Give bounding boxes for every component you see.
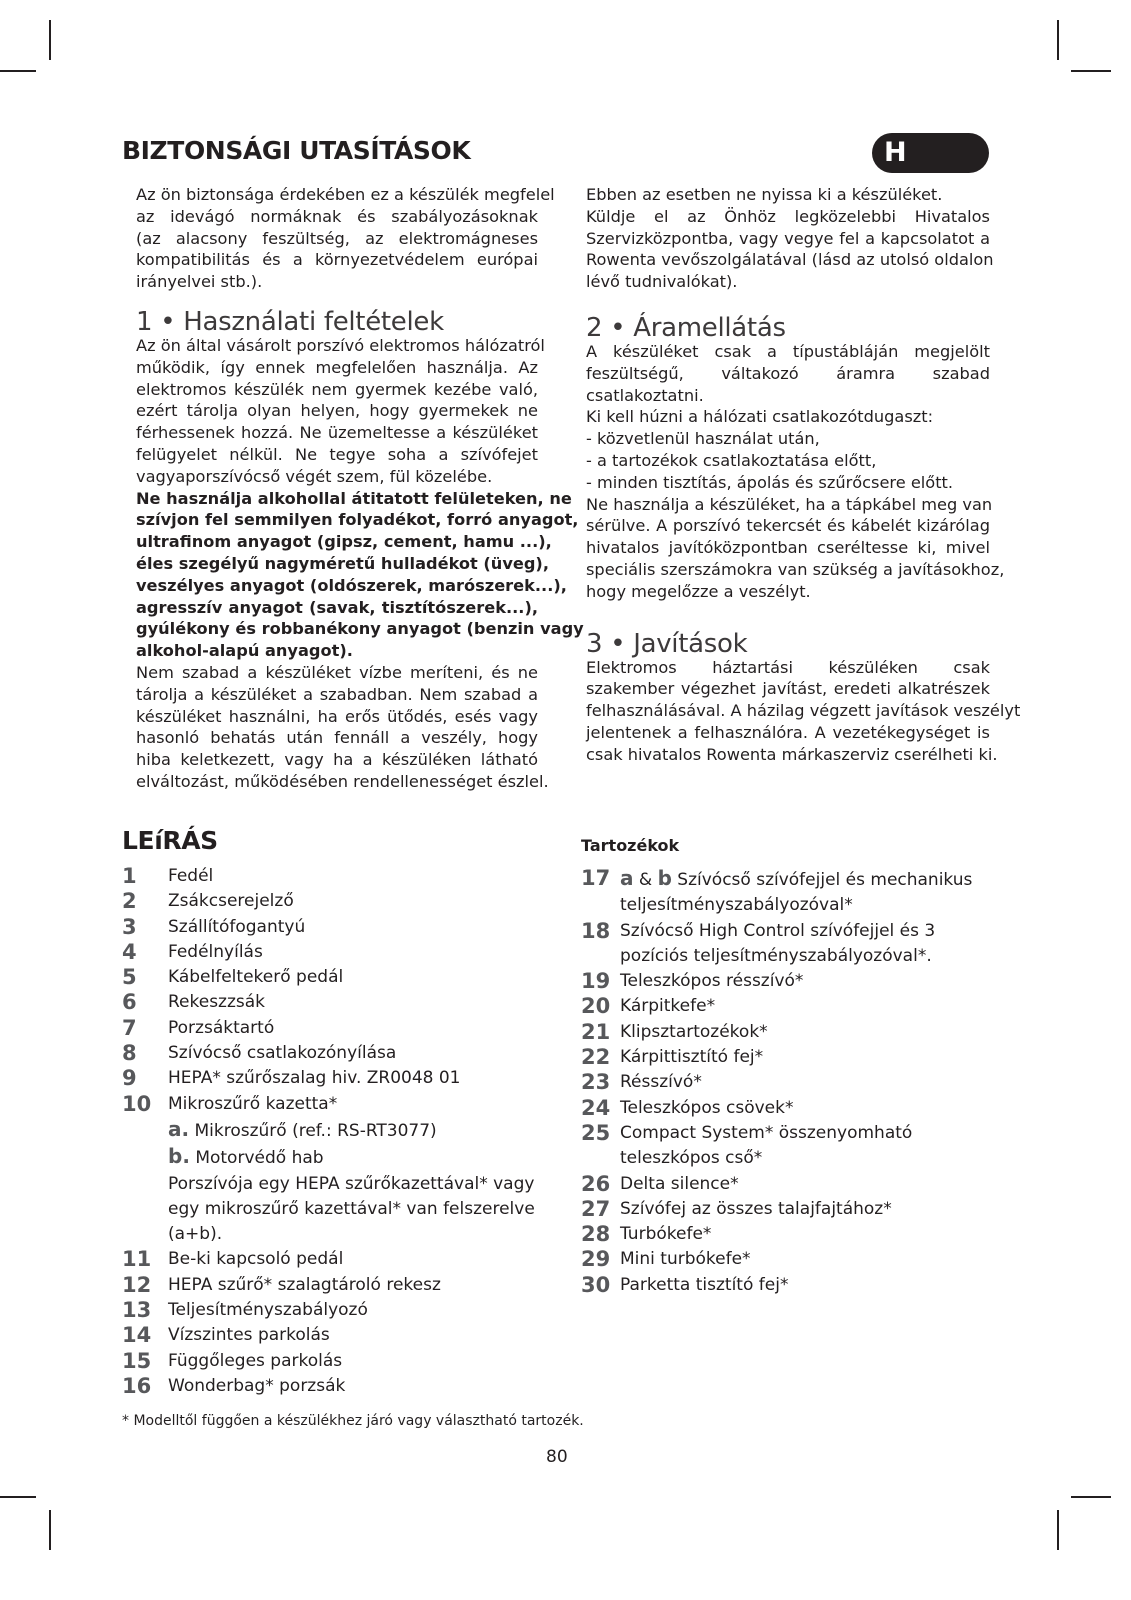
list-item (581, 1247, 1001, 1272)
note-line (122, 1197, 562, 1222)
section-heading: 3 • Javítások (586, 628, 748, 659)
text-line: ezért tárolja olyan helyen, hogy gyermekek ne (136, 401, 538, 421)
text-line: jelentenek a felhasználóra. A vezetékegységet is (586, 722, 990, 742)
sub-item (122, 1144, 562, 1171)
list-item-continuation (581, 893, 1001, 918)
item-number: 20 (581, 994, 611, 1019)
note-text: egy mikroszűrő kazettával* van felszerelve (168, 1198, 535, 1219)
crop-mark (1071, 1496, 1111, 1498)
item-label: HEPA* szűrőszalag hiv. ZR0048 01 (168, 1068, 461, 1089)
section-paragraph (136, 335, 545, 488)
item-label: Szívócső szívófejjel és mechanikus (671, 870, 973, 890)
item-number: 9 (122, 1066, 137, 1091)
item-label: Függőleges parkolás (168, 1350, 343, 1371)
item-number: 14 (122, 1323, 152, 1348)
item-label: Teljesítményszabályozó (168, 1300, 368, 1321)
list-item (122, 1041, 562, 1066)
list-item (122, 864, 562, 889)
list-item (122, 1247, 562, 1272)
text-line: készüléket használni, ha erős ütődés, esés vagy (136, 706, 538, 726)
text-line: csak hivatalos Rowenta márkaszerviz cserélheti ki. (586, 744, 998, 764)
text-line: gyúlékony és robbanékony anyagot (benzin vagy (136, 619, 584, 639)
amp-text: & (633, 870, 658, 890)
item-label: Klipsztartozékok* (620, 1021, 768, 1042)
item-number: 18 (581, 918, 611, 943)
item-number: 23 (581, 1070, 611, 1095)
text-line: hivatalos javítóközpontban cseréltesse ki, mivel (586, 538, 990, 558)
text-line: speciális szerszámokra van szükség a javításokhoz, (586, 559, 1005, 579)
list-item (581, 1045, 1001, 1070)
list-item (581, 1172, 1001, 1197)
list-item (581, 1020, 1001, 1045)
right-column (586, 184, 1021, 766)
list-item (122, 1323, 562, 1348)
list-item (122, 1374, 562, 1399)
item-label: Kárpittisztító fej* (620, 1047, 764, 1068)
crop-mark (1057, 20, 1059, 60)
item-label: teljesítményszabályozóval* (620, 895, 853, 916)
text-line: Küldje el az Önhöz legközelebbi Hivatalos (586, 206, 990, 226)
text-line: hasonló behatás után fennáll a veszély, hogy (136, 728, 538, 748)
item-number: 12 (122, 1272, 152, 1297)
item-label: HEPA szűrő* szalagtároló rekesz (168, 1274, 441, 1295)
item-label: Vízszintes parkolás (168, 1325, 330, 1346)
list-item (122, 1092, 562, 1117)
text-line: hogy megelőzze a veszélyt. (586, 581, 811, 601)
note-text: (a+b). (168, 1224, 223, 1245)
item-number: 11 (122, 1247, 152, 1272)
text-line: tárolja a készüléket a szabadban. Nem szabad a (136, 684, 538, 704)
crop-mark (49, 1510, 51, 1550)
list-item (581, 919, 1001, 944)
list-item (122, 1298, 562, 1323)
intro-paragraph (586, 184, 994, 293)
section-paragraph (586, 341, 1005, 603)
warning-paragraph (136, 488, 584, 662)
text-line: működik, így ennek megfelelően használja. Az (136, 357, 538, 377)
item-label: Teleszkópos résszívó* (620, 971, 804, 992)
item-number: 28 (581, 1222, 611, 1247)
item-label: pozíciós teljesítményszabályozóval*. (620, 945, 932, 966)
item-number: 1 (122, 864, 137, 888)
item-label: Fedélnyílás (168, 941, 263, 962)
item-label: Parketta tisztító fej* (620, 1274, 789, 1295)
note-line (122, 1172, 562, 1197)
item-label: Szívócső High Control szívófejjel és 3 (620, 920, 936, 941)
list-item (581, 1222, 1001, 1247)
list-item (581, 1273, 1001, 1298)
text-line: ultrafinom anyagot (gipsz, cement, hamu ...), (136, 532, 552, 552)
text-line: - a tartozékok csatlakoztatása előtt, (586, 450, 877, 470)
item-label: Be-ki kapcsoló pedál (168, 1249, 344, 1270)
text-line: éles szegélyű nagyméretű hulladékot (üveg), (136, 553, 549, 573)
footnote: * Modelltől függően a készülékhez járó vagy választható tartozék. (122, 1413, 584, 1429)
crop-mark (1071, 70, 1111, 72)
item-label: Porzsáktartó (168, 1017, 275, 1038)
text-line: felhasználásával. A házilag végzett javítások veszélyt (586, 701, 1021, 721)
crop-mark (1057, 1510, 1059, 1550)
text-line: vagyaporszívócső végét szem, fül közelébe. (136, 466, 493, 486)
note-line (122, 1222, 562, 1247)
sub-item-label: Mikroszűrő (ref.: RS-RT3077) (189, 1120, 437, 1141)
crop-mark (49, 20, 51, 60)
section-paragraph (136, 662, 549, 793)
item-label: Mini turbókefe* (620, 1249, 751, 1270)
text-line: felügyelet nélkül. Ne tegye soha a szívófejet (136, 444, 538, 464)
note-text: Porszívója egy HEPA szűrőkazettával* vagy (168, 1173, 535, 1194)
item-number: 15 (122, 1348, 152, 1373)
text-line: elektromos készülék nem gyermek kezébe való, (136, 379, 538, 399)
item-label: Rekeszzsák (168, 992, 266, 1013)
text-line: Ne használja alkohollal átitatott felületeken, ne (136, 488, 572, 508)
crop-mark (0, 1496, 36, 1498)
item-label: Szívócső csatlakozónyílása (168, 1043, 397, 1064)
sub-item-letter: a. (168, 1116, 190, 1141)
item-number: 6 (122, 990, 137, 1015)
item-number: 24 (581, 1095, 611, 1120)
text-line: Az ön biztonsága érdekében ez a készülék megfelel (136, 185, 555, 204)
list-item (122, 889, 562, 914)
text-line: A készüléket csak a típustábláján megjelölt (586, 341, 990, 361)
item-label: Turbókefe* (620, 1224, 712, 1245)
item-number: 19 (581, 969, 611, 994)
item-number: 21 (581, 1019, 611, 1044)
section-paragraph (586, 657, 1021, 766)
text-line: az idevágó normáknak és szabályozásoknak (136, 206, 538, 226)
sub-item-letter: b. (168, 1144, 190, 1169)
item-number: 29 (581, 1247, 611, 1272)
item-label: Compact System* összenyomható (620, 1122, 913, 1143)
section-heading: 2 • Áramellátás (586, 312, 786, 343)
text-line: feszültségű, váltakozó áramra szabad (586, 363, 990, 383)
list-item (122, 1016, 562, 1041)
list-item (122, 990, 562, 1015)
list-item (581, 969, 1001, 994)
list-item-continuation (581, 1146, 1001, 1171)
item-number: 16 (122, 1373, 152, 1398)
text-line: sérülve. A porszívó tekercsét és kábelét kizárólag (586, 516, 990, 536)
text-line: Ebben az esetben ne nyissa ki a készüléket. (586, 185, 943, 204)
variant-letter: b (657, 866, 672, 890)
text-line: Rowenta vevőszolgálatával (lásd az utolsó oldalon (586, 250, 994, 270)
item-number: 2 (122, 889, 137, 914)
text-line: hiba keletkezett, vagy ha a készüléken látható (136, 750, 538, 770)
accessories-title: Tartozékok (581, 836, 680, 855)
text-line: kompatibilitás és a környezetvédelem európai (136, 250, 538, 270)
left-column (136, 184, 584, 793)
text-line: Nem szabad a készüléket vízbe meríteni, és ne (136, 662, 538, 682)
item-number: 10 (122, 1091, 152, 1116)
item-number: 17 (581, 866, 611, 890)
list-item (122, 915, 562, 940)
text-line: Ne használja a készüléket, ha a tápkábel meg van (586, 494, 993, 514)
list-item (122, 965, 562, 990)
item-number: 7 (122, 1015, 137, 1040)
item-label: Szívófej az összes talajfajtához* (620, 1198, 892, 1219)
list-item-continuation (581, 944, 1001, 969)
list-item (122, 940, 562, 965)
item-label: teleszkópos cső* (620, 1148, 763, 1169)
text-line: csatlakoztatni. (586, 385, 704, 405)
item-label: Wonderbag* porzsák (168, 1375, 346, 1396)
list-item (122, 1066, 562, 1091)
section-heading: 1 • Használati feltételek (136, 306, 444, 337)
list-item (581, 866, 1001, 893)
item-number: 22 (581, 1045, 611, 1070)
page-number: 80 (546, 1447, 568, 1467)
text-line: (az alacsony feszültség, az elektromágneses (136, 228, 538, 248)
item-number: 5 (122, 965, 137, 990)
sub-item (122, 1117, 562, 1144)
accessories-list (581, 866, 1001, 1298)
text-line: - közvetlenül használat után, (586, 429, 820, 449)
text-line: szívjon fel semmilyen folyadékot, forró anyagot, (136, 510, 579, 530)
item-label: Kábelfeltekerő pedál (168, 967, 344, 988)
text-line: lévő tudnivalókat). (586, 272, 738, 292)
page-title: BIZTONSÁGI UTASÍTÁSOK (122, 136, 471, 165)
language-badge: H (872, 133, 989, 173)
item-number: 25 (581, 1120, 611, 1145)
description-title: LEíRÁS (122, 826, 218, 855)
list-item (581, 1070, 1001, 1095)
item-number: 4 (122, 939, 137, 964)
intro-paragraph (136, 184, 555, 293)
list-item (581, 1121, 1001, 1146)
text-line: szakember végezhet javítást, eredeti alkatrészek (586, 679, 990, 699)
item-number: 30 (581, 1272, 611, 1297)
item-number: 26 (581, 1171, 611, 1196)
text-line: Az ön által vásárolt porszívó elektromos hálózatról (136, 335, 545, 355)
variant-letter: a (620, 866, 634, 890)
item-label: Delta silence* (620, 1173, 739, 1194)
item-label: Fedél (168, 866, 214, 886)
item-number: 8 (122, 1041, 137, 1066)
item-number: 3 (122, 914, 137, 939)
item-number: 27 (581, 1196, 611, 1221)
crop-mark (0, 70, 36, 72)
text-line: Szervizközpontba, vagy vegye fel a kapcsolatot a (586, 228, 990, 248)
sub-item-label: Motorvédő hab (189, 1148, 324, 1169)
text-line: Ki kell húzni a hálózati csatlakozótdugaszt: (586, 407, 934, 427)
item-label: Zsákcserejelző (168, 891, 294, 912)
list-item (122, 1349, 562, 1374)
item-label: Kárpitkefe* (620, 996, 716, 1017)
list-item (581, 1096, 1001, 1121)
list-item (122, 1273, 562, 1298)
text-line: férhessenek hozzá. Ne üzemeltesse a készüléket (136, 423, 538, 443)
list-item (581, 994, 1001, 1019)
item-label: Mikroszűrő kazetta* (168, 1093, 338, 1114)
item-number: 13 (122, 1298, 152, 1323)
text-line: Elektromos háztartási készüléken csak (586, 657, 990, 677)
text-line: elváltozást, működésében rendellenességet észlel. (136, 771, 549, 791)
parts-list (122, 864, 562, 1399)
item-label: Teleszkópos csövek* (620, 1097, 794, 1118)
text-line: veszélyes anyagot (oldószerek, marószerek...), (136, 575, 567, 595)
list-item (581, 1197, 1001, 1222)
text-line: - minden tisztítás, ápolás és szűrőcsere előtt. (586, 472, 954, 492)
text-line: agresszív anyagot (savak, tisztítószerek...), (136, 597, 538, 617)
item-label: Szállítófogantyú (168, 916, 306, 937)
text-line: irányelvei stb.). (136, 272, 263, 292)
item-label: Résszívó* (620, 1072, 702, 1093)
text-line: alkohol-alapú anyagot). (136, 641, 353, 661)
